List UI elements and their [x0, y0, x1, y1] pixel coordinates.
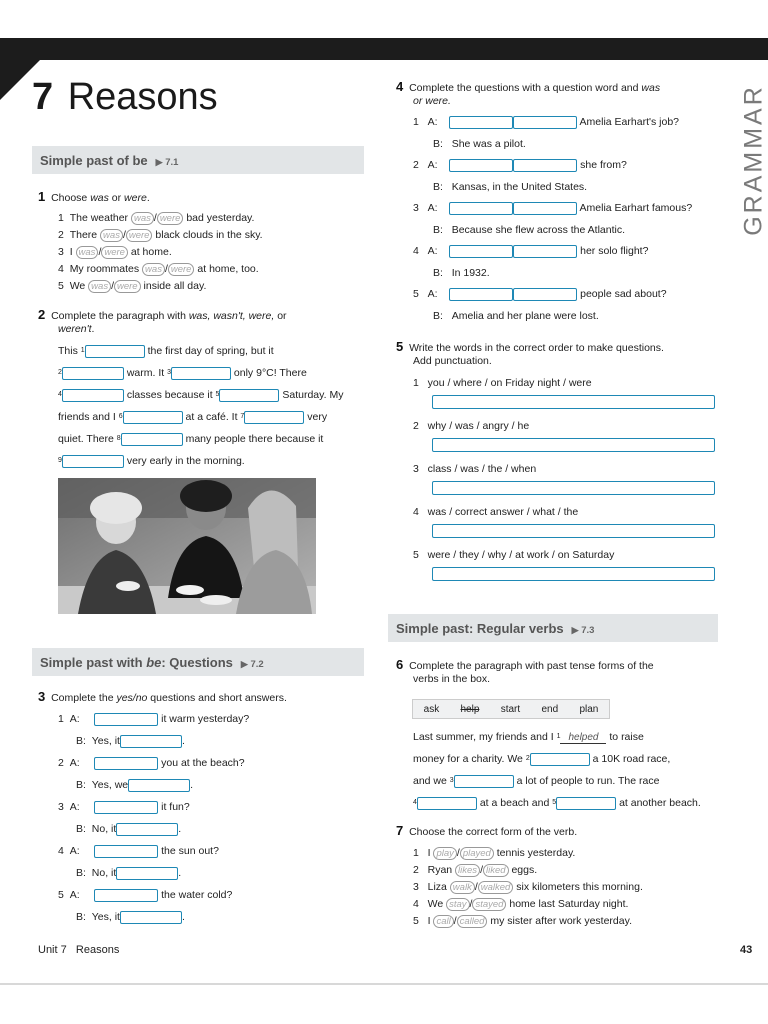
option-were[interactable]: were: [101, 246, 128, 259]
option-past[interactable]: liked: [483, 864, 509, 877]
play-icon: ▶: [571, 625, 579, 635]
answer-box[interactable]: [94, 889, 158, 902]
option-was[interactable]: was: [100, 229, 123, 242]
option-present[interactable]: stay: [446, 898, 469, 911]
answer-box[interactable]: [85, 345, 145, 358]
word-item-used: help: [460, 703, 480, 715]
exercise-2: 2 Complete the paragraph with was, wasn't, were, or weren't.: [38, 307, 287, 335]
answer-box[interactable]: [120, 735, 182, 748]
answer-box[interactable]: [454, 775, 514, 788]
exercise-1: 1 Choose was or were.: [38, 189, 150, 204]
answer-box[interactable]: [116, 823, 178, 836]
example-answer: helped: [560, 732, 606, 744]
play-icon: ▶: [155, 157, 163, 167]
section-header-past-be: Simple past of be ▶ 7.1: [32, 146, 364, 174]
answer-box[interactable]: [530, 753, 590, 766]
answer-box[interactable]: [123, 411, 183, 424]
audio-ref: ▶ 7.2: [240, 659, 264, 670]
answer-box[interactable]: [116, 867, 178, 880]
option-present[interactable]: likes: [455, 864, 480, 877]
option-were[interactable]: were: [157, 212, 184, 225]
question-word-box[interactable]: [449, 245, 513, 258]
option-past[interactable]: walked: [478, 881, 514, 894]
ex1-items: [58, 211, 263, 296]
footer-unit: Unit 7 Reasons: [38, 944, 120, 956]
audio-ref: ▶ 7.3: [571, 625, 595, 636]
answer-box[interactable]: [62, 367, 124, 380]
option-past[interactable]: played: [460, 847, 494, 860]
list-item: 3 I was / were at home.: [58, 246, 172, 258]
word-item: plan: [579, 703, 599, 715]
ex7-items: 1 I play / played tennis yesterday. 2 Ryan likes / liked eggs. 3 Liza walk / walked six kilometers this morning. 4 We stay / stayed home last Saturday night. 5 I call / called my sister after work yesterday.: [413, 847, 643, 927]
was-were-box[interactable]: [513, 245, 577, 258]
option-were[interactable]: were: [126, 229, 153, 242]
cafe-photo: [58, 478, 316, 614]
answer-box[interactable]: [128, 779, 190, 792]
ex2-paragraph: This $^1$ the first day of spring, but it $^2$ warm. It $^3$ only 9°C! There $^4$ classes because it $^5$ Saturday. My friends and I $^6$ at a café. It $^7$ very quiet. There $^8$ many people there because it $^9$ very early in the morning.: [58, 345, 344, 467]
unit-number: 7: [32, 76, 54, 118]
ex3-items: 1 A: it warm yesterday? B: Yes, it . 2 A: you at the beach? B: Yes, we . 3 A: it fun? B: No, it . 4 A: the sun out? B: No, it . 5 A: the water cold? B: Yes, it .: [58, 713, 250, 923]
question-word-box[interactable]: [449, 202, 513, 215]
section-header-regular-verbs: Simple past: Regular verbs ▶ 7.3: [388, 614, 718, 642]
unit-title: [32, 76, 218, 119]
option-were[interactable]: were: [168, 263, 195, 276]
list-item: 1 The weather was / were bad yesterday.: [58, 212, 255, 224]
list-item: 5 We was / were inside all day.: [58, 280, 207, 292]
option-present[interactable]: walk: [450, 881, 475, 894]
answer-box[interactable]: [94, 845, 158, 858]
exercise-6: 6 Complete the paragraph with past tense forms of the verbs in the box.: [396, 657, 654, 685]
answer-box[interactable]: [244, 411, 304, 424]
answer-box[interactable]: [94, 757, 158, 770]
word-box: [412, 699, 610, 719]
answer-box[interactable]: [219, 389, 279, 402]
photo-of-three-women-laughing-in-cafe-icon: [58, 478, 316, 614]
answer-box[interactable]: [94, 713, 158, 726]
option-present[interactable]: play: [433, 847, 456, 860]
option-was[interactable]: was: [76, 246, 99, 259]
answer-line[interactable]: [432, 395, 715, 409]
was-were-box[interactable]: [513, 159, 577, 172]
question-word-box[interactable]: [449, 116, 513, 129]
answer-line[interactable]: [432, 481, 715, 495]
answer-box[interactable]: [62, 389, 124, 402]
exercise-7: 7 Choose the correct form of the verb.: [396, 823, 578, 838]
play-icon: ▶: [240, 659, 248, 669]
answer-box[interactable]: [62, 455, 124, 468]
bottom-rule: [0, 983, 768, 985]
was-were-box[interactable]: [513, 202, 577, 215]
option-was[interactable]: was: [88, 280, 111, 293]
list-item: 4 My roommates was / were at home, too.: [58, 263, 259, 275]
answer-line[interactable]: [432, 438, 715, 452]
exercise-5: 5 Write the words in the correct order to make questions. Add punctuation.: [396, 339, 664, 367]
answer-line[interactable]: [432, 524, 715, 538]
option-were[interactable]: were: [114, 280, 141, 293]
was-were-box[interactable]: [513, 116, 577, 129]
answer-box[interactable]: [120, 911, 182, 924]
word-item: end: [541, 703, 559, 715]
side-label: GRAMMAR: [739, 84, 768, 236]
section-header-past-be-questions: Simple past with be: Questions ▶ 7.2: [32, 648, 364, 676]
option-past[interactable]: called: [457, 915, 488, 928]
option-was[interactable]: was: [131, 212, 154, 225]
was-were-box[interactable]: [513, 288, 577, 301]
answer-box[interactable]: [417, 797, 477, 810]
word-item: ask: [423, 703, 440, 715]
answer-box[interactable]: [94, 801, 158, 814]
ex4-items: 1 A: Amelia Earhart's job? B: She was a pilot. 2 A: she from? B: Kansas, in the United States. 3 A: Amelia Earhart famous? B: Because she flew across the Atlantic. 4 A: her solo flight? B: In 1932. 5 A: people sad about? B: Amelia and her plane were lost.: [413, 116, 693, 322]
answer-box[interactable]: [121, 433, 183, 446]
exercise-4: 4 Complete the questions with a question word and was or were.: [396, 79, 661, 107]
question-word-box[interactable]: [449, 288, 513, 301]
option-past[interactable]: stayed: [472, 898, 506, 911]
page-number: 43: [740, 944, 753, 956]
answer-box[interactable]: [171, 367, 231, 380]
ex6-paragraph: Last summer, my friends and I $^1$ helped to raise money for a charity. We $^2$ a 10K road race, and we $^3$ a lot of people to run. The race $^4$ at a beach and $^5$ at another beach.: [413, 731, 701, 809]
answer-line[interactable]: [432, 567, 715, 581]
option-was[interactable]: was: [142, 263, 165, 276]
word-item: start: [500, 703, 521, 715]
question-word-box[interactable]: [449, 159, 513, 172]
unit-name: Reasons: [67, 76, 218, 118]
list-item: 2 There was / were black clouds in the sky.: [58, 229, 263, 241]
audio-ref: ▶ 7.1: [155, 157, 179, 168]
answer-box[interactable]: [556, 797, 616, 810]
option-present[interactable]: call: [433, 915, 453, 928]
ex5-items: 1 you / where / on Friday night / were 2 why / was / angry / he 3 class / was / the / when 4 was / correct answer / what / the 5 were / they / why / at work / on Saturday: [413, 376, 715, 581]
exercise-3: 3 Complete the yes/no questions and short answers.: [38, 689, 287, 704]
top-bar: [0, 38, 768, 60]
